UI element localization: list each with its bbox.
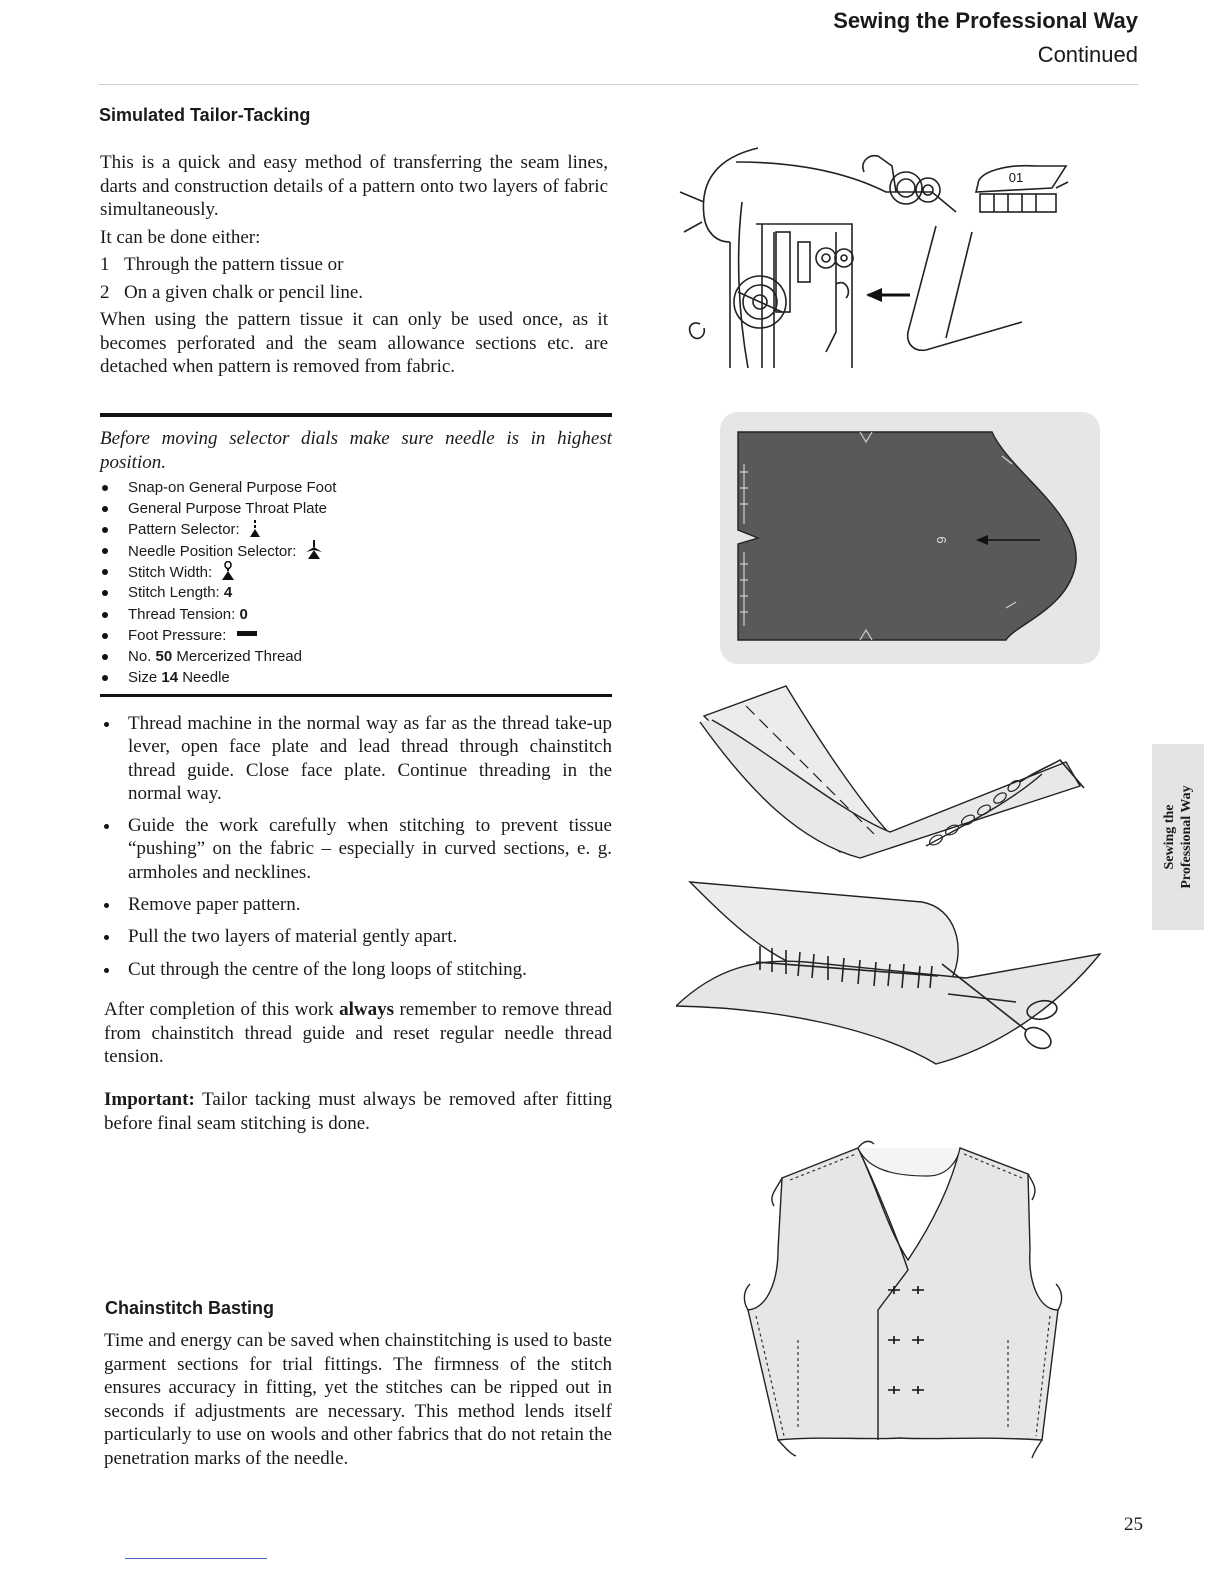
tailor-tacking-body [100,151,608,383]
chainstitch-basting-body: Time and energy can be saved when chainstitching is used to baste garment sections for trial fittings. The firmness of the stitch ensures accuracy in fitting, yet the stitches can be ripped out in seconds if adjustments are necessary. This method lends itself particularly to use on wools and other fabrics that do not retain the penetration marks of the needle. [104,1330,612,1469]
figure-cutting-loops [676,878,1106,1070]
list-item: Snap-on General Purpose Foot [100,477,612,498]
options-list [100,253,608,304]
list-item: Remove paper pattern. [104,893,612,916]
pattern-selector-symbol-icon [248,520,262,538]
list-item: Needle Position Selector: [100,540,612,561]
machine-settings-list [100,477,612,688]
running-header-subtitle: Continued [1037,42,1138,67]
intro-paragraph: This is a quick and easy method of transferring the seam lines, darts and construction details of a pattern onto two layers of fabric simultaneously. [100,152,608,220]
after-completion-paragraph: After completion of this work always remember to remove thread from chainstitch thread guide and reset regular needle thread tension. [104,999,613,1067]
section-heading-chainstitch-basting: Chainstitch Basting [105,1298,275,1318]
page-number: 25 [1124,1514,1143,1535]
procedure-steps-list [104,712,612,990]
side-section-tab [1152,744,1204,930]
list-item: 2 On a given chalk or pencil line. [100,281,364,303]
settings-top-rule [100,413,612,417]
settings-bottom-rule [100,694,612,697]
list-item: General Purpose Throat Plate [100,498,612,519]
pattern-tissue-note: When using the pattern tissue it can only be used once, as it becomes perforated and the seam allowance sections etc. are detached when pattern is removed from fabric. [100,309,608,377]
list-item: Thread Tension: 0 [100,604,612,625]
list-item: Stitch Length: 4 [100,582,612,603]
stitch-width-symbol-icon [220,561,236,581]
lead-line: It can be done either: [100,226,261,248]
list-item: Stitch Width: [100,561,612,582]
figure-basted-bodice [738,1140,1068,1466]
list-item: Pattern Selector: [100,519,612,540]
list-item: Pull the two layers of material gently apart. [104,925,612,948]
list-item: Foot Pressure: [100,625,612,646]
important-note: Important: Tailor tacking must always be removed after fitting before final seam stitching is done. [104,1089,612,1134]
list-item: Cut through the centre of the long loops of stitching. [104,958,612,981]
list-item: No. 50 Mercerized Thread [100,646,612,667]
pattern-grain-mark: 6 [934,536,949,544]
figure-chainstitch-layers [690,682,1090,868]
figure-face-plate-thread-guide [676,132,1076,368]
list-item: 1 Through the pattern tissue or [100,254,344,275]
footer-rule [125,1558,267,1559]
dial-label: 01 [1008,170,1024,185]
side-tab-label: Sewing the Professional Way [1162,785,1194,889]
list-item: Thread machine in the normal way as far as the thread take-up lever, open face plate and lead thread through chainstitch thread guide. Close face plate. Continue threading in the normal way. [104,712,612,805]
figure-pattern-on-fabric [720,412,1100,664]
section-heading-tailor-tacking: Simulated Tailor-Tacking [99,105,311,125]
running-header-title: Sewing the Professional Way [833,8,1138,33]
header-rule [98,84,1138,85]
needle-position-symbol-icon [305,540,323,560]
list-item: Guide the work carefully when stitching to prevent tissue “pushing” on the fabric – especially in curved sections, e. g. armholes and necklines. [104,814,612,884]
foot-pressure-bar-icon [235,627,259,641]
list-item: Size 14 Needle [100,667,612,688]
settings-note: Before moving selector dials make sure needle is in highest position. [100,428,612,473]
